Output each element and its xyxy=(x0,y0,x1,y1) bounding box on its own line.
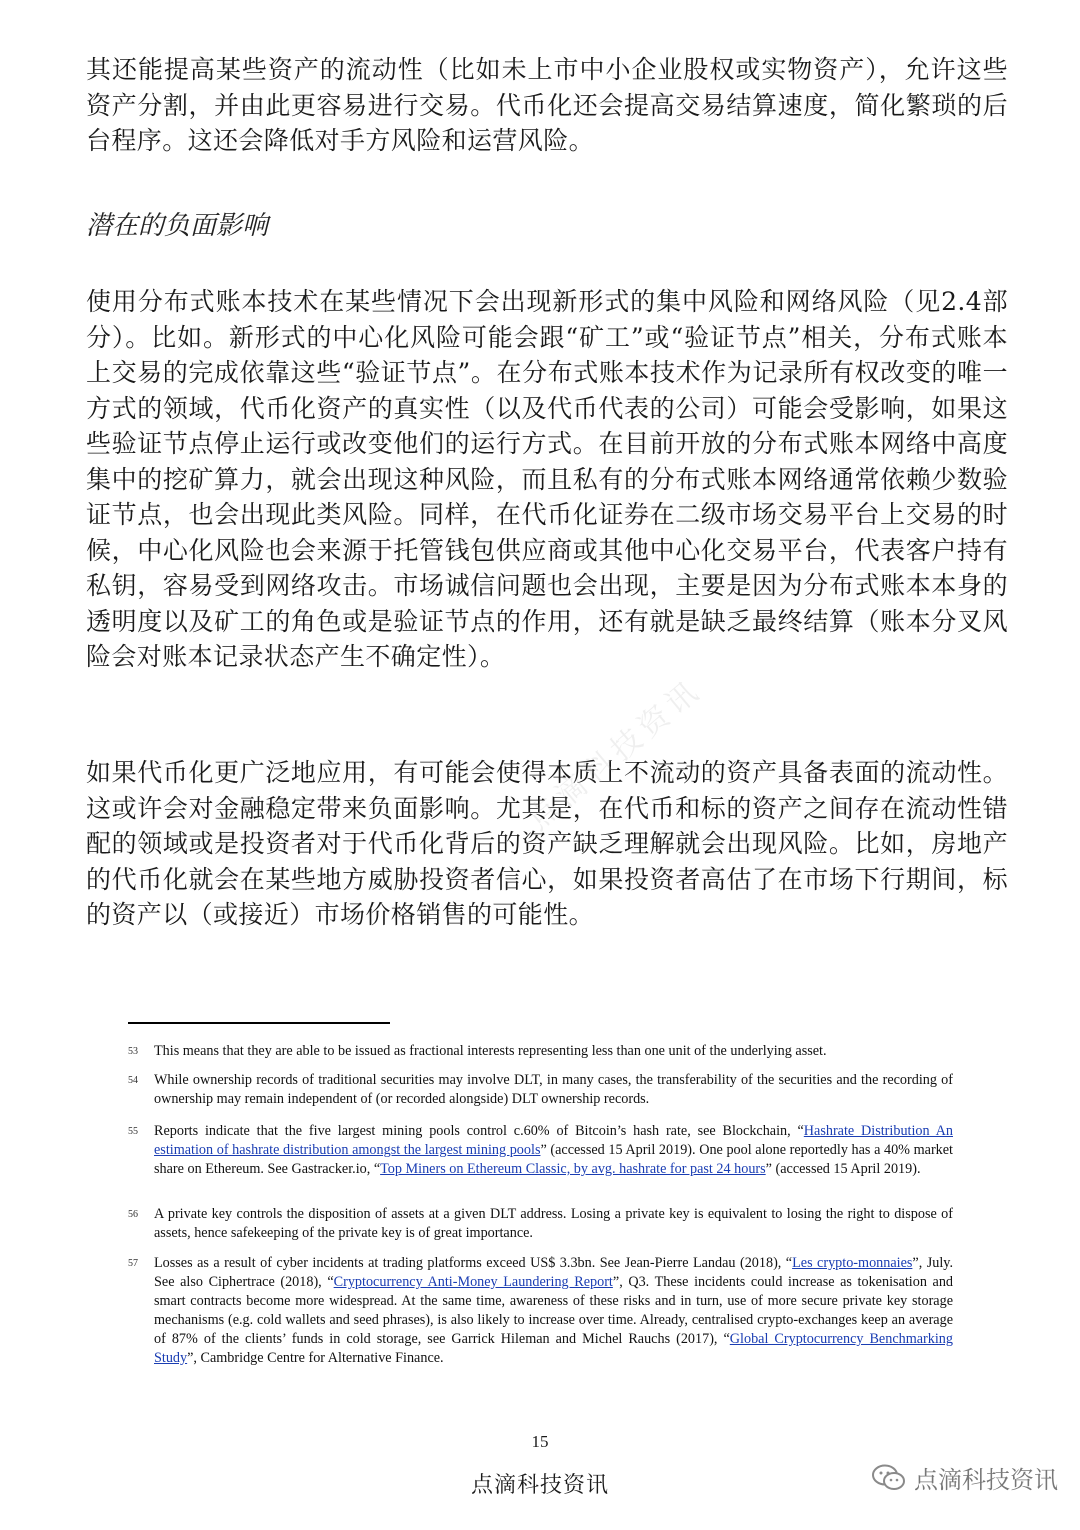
wechat-watermark xyxy=(872,1460,1058,1495)
footnote-number: 56 xyxy=(128,1209,138,1220)
footnote-text: While ownership records of traditional securities may involve DLT, in many cases, the transferability of the securities and the recording of ownership may remain independent of (or recorded alongside) DLT ownership records. xyxy=(154,1072,953,1107)
footnote-text-part: ”, July. See also Ciphertrace (2018), “ xyxy=(154,1255,953,1290)
footnote-number: 53 xyxy=(128,1046,138,1057)
crypto-monnaies-link[interactable]: Les crypto-monnaies xyxy=(792,1255,913,1271)
wechat-icon xyxy=(872,1464,906,1492)
footnote-number: 55 xyxy=(128,1126,138,1137)
footnote-54 xyxy=(128,1071,953,1109)
footnote-56 xyxy=(128,1205,953,1243)
footnote-text-part: Reports indicate that the five largest mining pools control c.60% of Bitcoin’s hash rate, see Blockchain, “ xyxy=(154,1123,804,1139)
footnote-text xyxy=(154,1122,953,1179)
paragraph-financial-stability: 如果代币化更广泛地应用，有可能会使得本质上不流动的资产具备表面的流动性。这或许会对金融稳定带来负面影响。尤其是，在代币和标的资产之间存在流动性错配的领域或是投资者对于代币化背后的资产缺乏理解就会出现风险。比如，房地产的代币化就会在某些地方威胁投资者信心，如果投资者高估了在市场下行期间，标的资产以（或接近）市场价格销售的可能性。 xyxy=(86,758,1008,929)
footnote-57 xyxy=(128,1254,953,1368)
section-heading: 潜在的负面影响 xyxy=(86,211,269,241)
wechat-label: 点滴科技资讯 xyxy=(914,1466,1058,1494)
footnote-text-part: ”, Q3. These incidents could increase as tokenisation and smart contracts become more widespread. At the same time, awareness of these risks and in turn, use of more secure private key storage mechanisms (e.g. cold wallets and seed phrases), is also likely to increase over time. Already, centralised crypto-exchanges keep an average of 87% of the clients’ funds in cold storage, see Garrick Hileman and Michel Rauchs (2017), “ xyxy=(154,1274,954,1347)
benchmarking-study-link[interactable]: Global Cryptocurrency Benchmarking Study xyxy=(154,1331,953,1366)
paragraph-liquidity: 其还能提高某些资产的流动性（比如未上市中小企业股权或实物资产），允许这些资产分割，并由此更容易进行交易。代币化还会提高交易结算速度，简化繁琐的后台程序。这还会降低对手方风险和运营风险。 xyxy=(86,55,1008,155)
top-miners-link[interactable]: Top Miners on Ethereum Classic, by avg. hashrate for past 24 hours xyxy=(380,1161,766,1177)
footnote-text-part: ” (accessed 15 April 2019). One pool alone reportedly has a 40% market share on Ethereum. See Gastracker.io, “ xyxy=(154,1142,953,1177)
footnote-55 xyxy=(128,1122,953,1179)
footnote-text xyxy=(154,1254,953,1368)
footnote-text-part: Losses as a result of cyber incidents at trading platforms exceed US$ 3.3bn. See Jean-Pierre Landau (2018), “ xyxy=(154,1255,793,1271)
footnote-divider xyxy=(128,1022,390,1024)
footnote-53 xyxy=(128,1042,953,1061)
footnote-number: 57 xyxy=(128,1258,138,1269)
footnote-text-part: ” (accessed 15 April 2019). xyxy=(765,1161,921,1177)
hashrate-distribution-link[interactable]: Hashrate Distribution An estimation of hashrate distribution amongst the largest mining pools xyxy=(154,1123,953,1158)
footnote-text-part: ”, Cambridge Centre for Alternative Finance. xyxy=(187,1350,444,1366)
aml-report-link[interactable]: Cryptocurrency Anti-Money Laundering Report xyxy=(333,1274,613,1290)
footnote-text: A private key controls the disposition of assets at a given DLT address. Losing a private key is equivalent to losing the right to dispose of assets, hence safekeeping of the private key is of great importance. xyxy=(154,1206,953,1241)
footnote-text: This means that they are able to be issued as fractional interests representing less than one unit of the underlying asset. xyxy=(154,1043,827,1059)
page-number: 15 xyxy=(531,1432,549,1451)
bottom-title: 点滴科技资讯 xyxy=(470,1473,609,1498)
watermark: 点滴科技资讯 xyxy=(521,671,710,838)
paragraph-risks: 使用分布式账本技术在某些情况下会出现新形式的集中风险和网络风险（见2.4部分）。比如。新形式的中心化风险可能会跟“矿工”或“验证节点”相关，分布式账本上交易的完成依靠这些“验证节点”。在分布式账本技术作为记录所有权改变的唯一方式的领域，代币化资产的真实性（以及代币代表的公司）可能会受影响，如果这些验证节点停止运行或改变他们的运行方式。在目前开放的分布式账本网络中高度集中的挖矿算力，就会出现这种风险，而且私有的分布式账本网络通常依赖少数验证节点，也会出现此类风险。同样，在代币化证券在二级市场交易平台上交易的时候，中心化风险也会来源于托管钱包供应商或其他中心化交易平台，代表客户持有私钥，容易受到网络攻击。市场诚信问题也会出现，主要是因为分布式账本本身的透明度以及矿工的角色或是验证节点的作用，还有就是缺乏最终结算（账本分叉风险会对账本记录状态产生不确定性）。 xyxy=(86,287,1008,671)
footnote-number: 54 xyxy=(128,1075,138,1086)
